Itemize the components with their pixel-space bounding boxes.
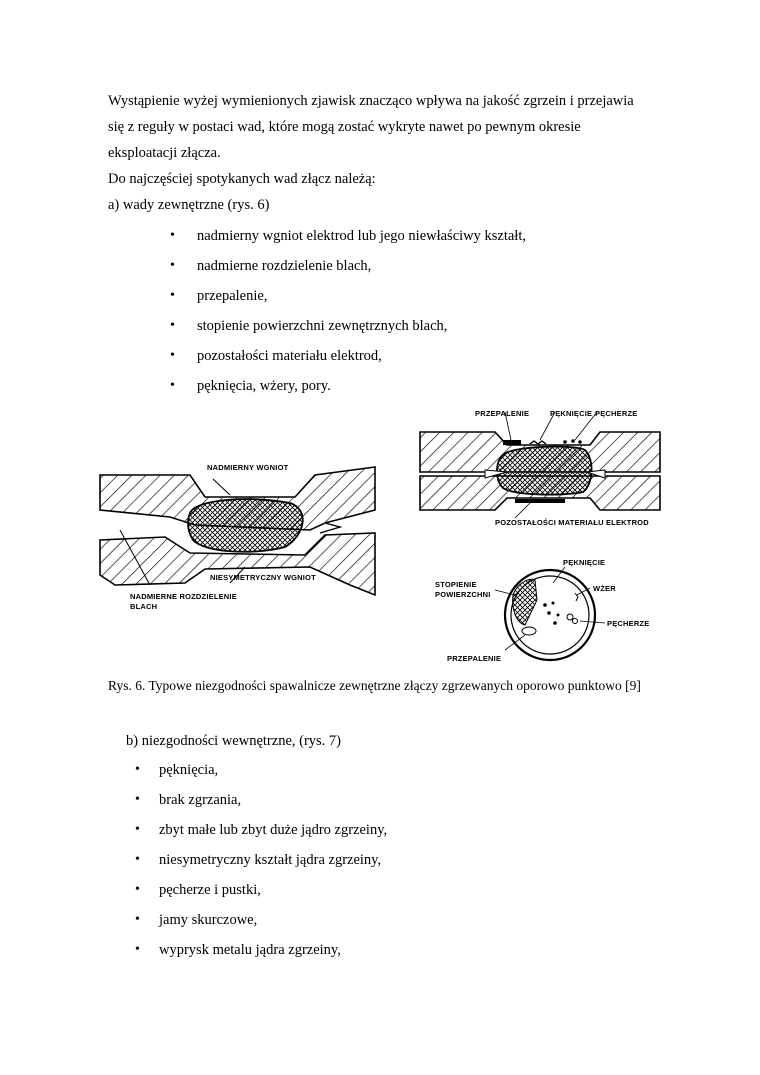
figure-left-weld-diagram <box>95 455 380 615</box>
bullet-icon: • <box>135 882 140 897</box>
figure-caption: Rys. 6. Typowe niezgodności spawalnicze zewnętrzne złączy zgrzewanych oporowo punktowo [9] <box>108 678 641 693</box>
bullet-icon: • <box>135 912 140 927</box>
intro-line: się z reguły w postaci wad, które mogą zostać wykryte nawet po pewnym okresie <box>108 119 581 135</box>
bullet-icon: • <box>170 228 175 243</box>
bullet-icon: • <box>170 318 175 333</box>
label-przepalenie: PRZEPALENIE <box>475 409 530 418</box>
bullet-icon: • <box>170 288 175 303</box>
label-wzer: WŻER <box>593 584 616 593</box>
label-pozostalosci: POZOSTAŁOŚCI MATERIAŁU ELEKTROD <box>495 518 649 527</box>
label-circle-przepalenie: PRZEPALENIE <box>447 654 502 663</box>
bullet-icon: • <box>170 348 175 363</box>
bullet-icon: • <box>135 822 140 837</box>
intro-line: eksploatacji złącza. <box>108 145 221 161</box>
label-circle-pecherze: PĘCHERZE <box>607 619 650 628</box>
label-rozdzielenie: NADMIERNE ROZDZIELENIE <box>130 592 237 601</box>
label-pekniecie: PĘKNIĘCIE <box>550 409 593 418</box>
label-niesymetryczny-wgniot: NIESYMETRYCZNY WGNIOT <box>210 573 316 582</box>
document-page: Wystąpienie wyżej wymienionych zjawisk znacząco wpływa na jakość zgrzein i przejawia się z reguły w postaci wad, które mogą zostać wykryte nawet po pewnym okresie eksploatacji złącza. Do najczęściej spotykanych wad złącz należą: a) wady zewnętrzne (rys. 6) • nadmierny wgniot elektrod lub jego niewłaściwy kształt, • nadmierne rozdzielenie blach, • przepalenie, • stopienie powierzchni zewnętrznych blach, • pozostałości materiału elektrod, • pęknięcia, wżery, pory. NADMIERNY WGNIOT NIESYMETRYCZNY WGNIOT NADMIERNE ROZDZIELENIE BLACH PRZEPALENIE PĘKNIĘCIE PĘCHERZE POZOSTAŁOŚCI MATERIAŁU ELEKTROD PĘKNIĘCIE STOPIENIE POWIERZCHNI WŻER PĘCHERZE PRZEPALENIE Rys. 6. Typowe niezgodności spawalnicze zewnętrzne złączy zgrzewanych oporowo punktowo [9] b) niezgodności wewnętrzne, (rys. 7) • pęknięcia, • brak zgrzania, • zbyt małe lub zbyt duże jądro zgrzeiny, • niesymetryczny kształt jądra zgrzeiny, • pęcherze i pustki, • jamy skurczowe, • wyprysk metalu jądra zgrzeiny, <box>0 0 760 1075</box>
intro-line: Wystąpienie wyżej wymienionych zjawisk znacząco wpływa na jakość zgrzein i przejawia <box>108 93 634 109</box>
bullet-icon: • <box>170 258 175 273</box>
label-circle-pekniecie: PĘKNIĘCIE <box>563 558 606 567</box>
label-pecherze: PĘCHERZE <box>595 409 638 418</box>
label-blach: BLACH <box>130 602 158 611</box>
internal-defects-heading: b) niezgodności wewnętrzne, (rys. 7) <box>126 733 342 749</box>
bullet-icon: • <box>135 762 140 777</box>
label-nadmierny-wgniot: NADMIERNY WGNIOT <box>207 463 289 472</box>
intro-paragraph <box>108 88 683 218</box>
label-powierzchni: POWIERZCHNI <box>435 590 491 599</box>
bullet-icon: • <box>135 942 140 957</box>
bullet-icon: • <box>170 378 175 393</box>
intro-line: a) wady zewnętrzne (rys. 6) <box>108 197 270 213</box>
bullet-icon: • <box>135 852 140 867</box>
label-stopienie: STOPIENIE <box>435 580 477 589</box>
bullet-icon: • <box>135 792 140 807</box>
figure-right-top-diagram <box>415 400 665 530</box>
intro-line: Do najczęściej spotykanych wad złącz należą: <box>108 171 376 187</box>
figure-right-bottom-diagram <box>425 555 675 665</box>
weld-nugget <box>188 499 303 552</box>
